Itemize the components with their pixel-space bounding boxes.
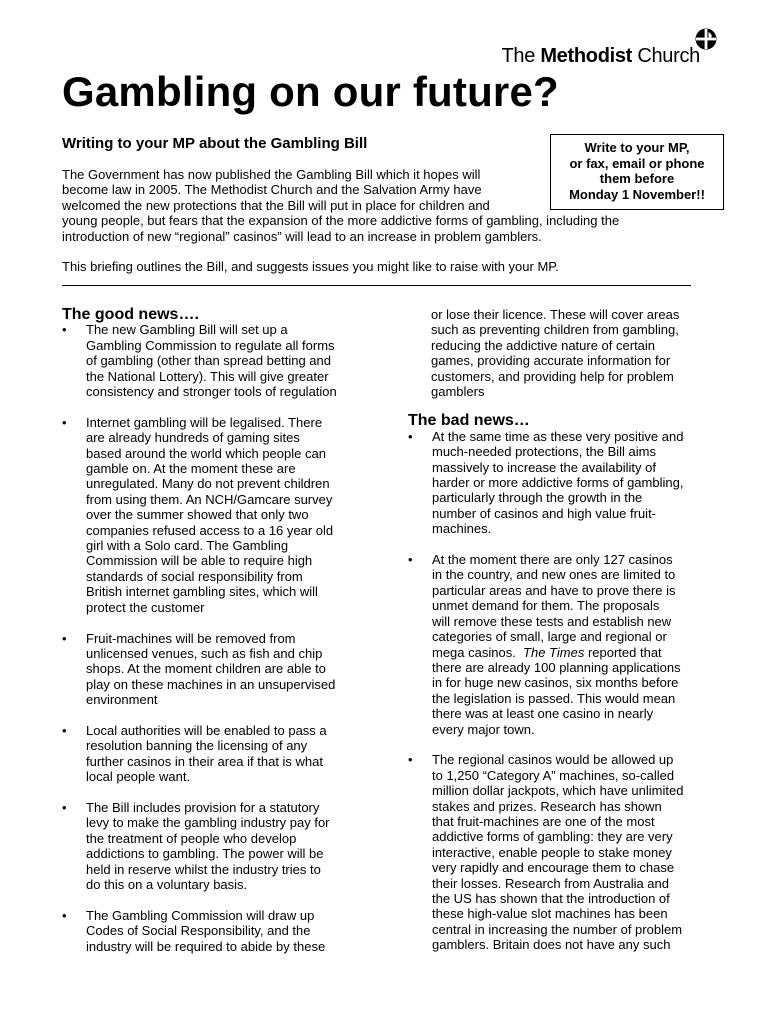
logo-wordmark: The Methodist Church xyxy=(501,45,700,67)
newspaper-name: The Times xyxy=(523,644,585,660)
bullet-icon: • xyxy=(408,428,413,444)
subtitle: Writing to your MP about the Gambling Bill xyxy=(62,135,368,152)
list-item: • The Bill includes provision for a statutory levy to make the gambling industry pay for the treatment of people who develop addictions to gambling. The power will be held in reserve whilst the industry tries to do this on a voluntary basis. xyxy=(62,799,330,892)
list-item: • Internet gambling will be legalised. There are already hundreds of gaming sites based around the world which people can gamble on. At the moment these are unregulated. Many do not prevent children from using them. An NCH/Gamcare survey over the summer showed that only two companies refused access to a 16 year old girl with a Solo card. The Gambling Commission will be able to require high standards of social responsibility from British internet gambling sites, which will protect the customer xyxy=(62,414,334,615)
bad-news-list xyxy=(408,429,718,953)
bad-news-heading: The bad news… xyxy=(408,412,530,430)
bullet-icon: • xyxy=(62,799,67,815)
bullet-icon: • xyxy=(62,414,67,430)
intro-text xyxy=(62,167,682,274)
list-item: • Fruit-machines will be removed from unlicensed venues, such as fish and chip shops. At the moment children are able to play on these machines in an unsupervised environment xyxy=(62,630,336,708)
intro-paragraph: The Government has now published the Gambling Bill which it hopes will become law in 2005. The Methodist Church and the Salvation Army have welcomed the new protections that the Bill will put in place for children and young people, but fears that the expansion of the more addictive forms of gambling, including the introduction of new “regional” casinos” will lead to an increase in problem gamblers. xyxy=(62,167,620,244)
right-column xyxy=(408,307,718,953)
left-column xyxy=(62,307,372,954)
page-title: Gambling on our future? xyxy=(62,68,559,115)
bullet-icon: • xyxy=(62,630,67,646)
bullet-icon: • xyxy=(62,907,67,923)
callout-line: Monday 1 November!! xyxy=(569,186,705,202)
bullet-icon: • xyxy=(62,322,67,338)
good-news-heading: The good news…. xyxy=(62,306,199,323)
list-item: • At the same time as these very positive and much-needed protections, the Bill aims massively to increase the availability of harder or more addictive forms of gambling, particularly through the growth in the number of casinos and high value fruit- machines. xyxy=(408,428,684,537)
bullet-icon: • xyxy=(408,552,413,568)
list-item: • The regional casinos would be allowed up to 1,250 “Category A” machines, so-called million dollar jackpots, which have unlimited stakes and prizes. Research has shown that fruit-machines are one of the most addictive forms of gambling: they are very interactive, enable people to stake money very rapidly and encourage them to chase their losses. Research from Australia and the US has shown that the introduction of these high-value slot machines has been central in increasing the number of problem gamblers. Britain does not have any such xyxy=(408,752,684,953)
briefing-summary: This briefing outlines the Bill, and suggests issues you might like to raise with your MP. xyxy=(62,259,559,275)
list-item: • Local authorities will be enabled to pass a resolution banning the licensing of any further casinos in their area if that is what local people want. xyxy=(62,722,327,785)
horizontal-divider xyxy=(62,285,691,286)
good-news-list xyxy=(62,322,372,954)
callout-line: or fax, email or phone xyxy=(569,155,705,171)
list-item: • The new Gambling Bill will set up a Gambling Commission to regulate all forms of gambling (other than spread betting and the National Lottery). This will give greater consistency and stronger tools of regulation xyxy=(62,322,337,400)
callout-line: Write to your MP, xyxy=(584,140,690,155)
bullet-icon: • xyxy=(62,722,67,738)
list-item: • At the moment there are only 127 casinos in the country, and new ones are limited to particular areas and have to prove there is unmet demand for them. The proposals will remove these tests and establish new categories of small, large and regional or mega casinos. The Times reported that there are already 100 planning applications in for huge new casinos, six months before the legislation is passed. This would mean there was at least one casino in nearly every major town. xyxy=(408,552,681,737)
methodist-church-logo xyxy=(457,28,717,70)
callout-line: them before xyxy=(599,171,675,187)
continued-text: or lose their licence. These will cover areas such as preventing children from gambling, reducing the addictive nature of certain games, providing accurate information for customers, and providing help for problem gamblers xyxy=(431,307,680,400)
bullet-icon: • xyxy=(408,752,413,768)
list-item: • The Gambling Commission will draw up Codes of Social Responsibility, and the industry will be required to abide by these xyxy=(62,907,326,954)
